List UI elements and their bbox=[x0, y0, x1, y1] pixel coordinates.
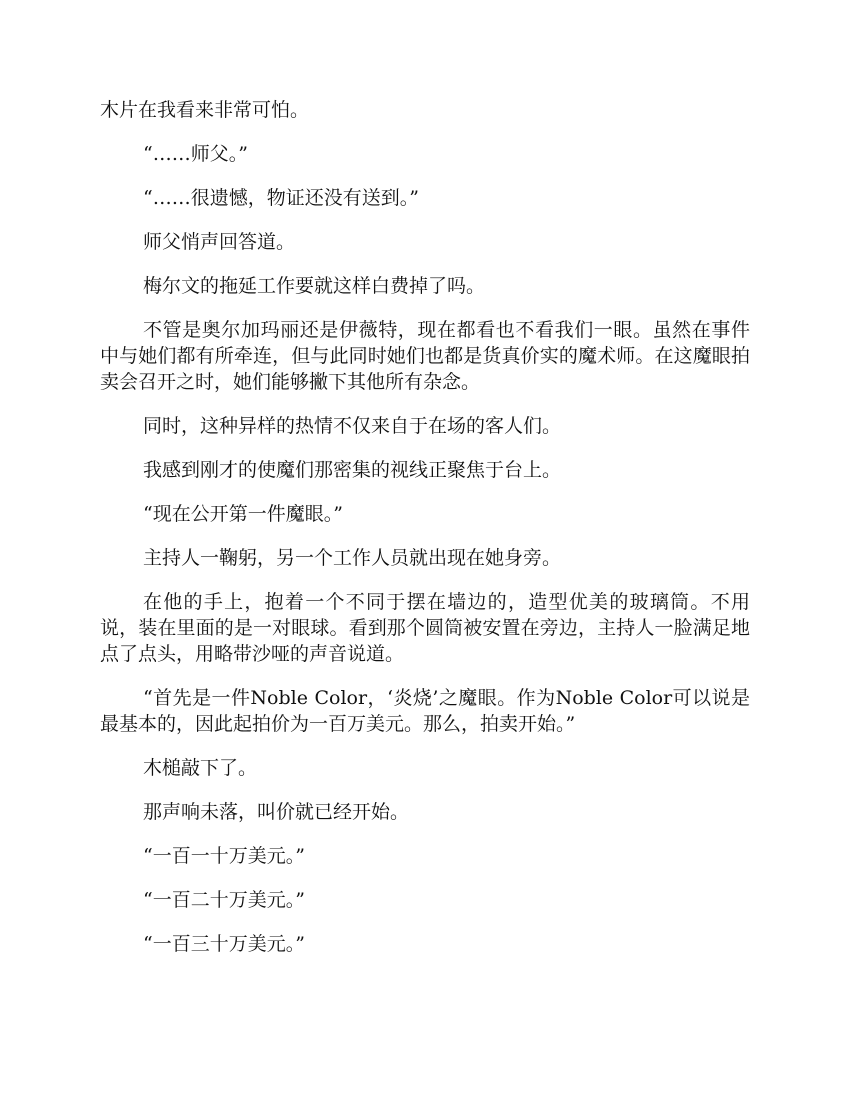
paragraph: “首先是一件Noble Color，‘炎烧’之魔眼。作为Noble Color可以说是最基本的，因此起拍价为一百万美元。那么，拍卖开始。” bbox=[100, 687, 750, 735]
paragraph: “……很遗憾，物证还没有送到。” bbox=[143, 187, 419, 209]
paragraph: “……师父。” bbox=[143, 143, 248, 165]
paragraph: 同时，这种异样的热情不仅来自于在场的客人们。 bbox=[143, 415, 562, 437]
paragraph: 木槌敲下了。 bbox=[143, 757, 258, 779]
paragraph: 师父悄声回答道。 bbox=[143, 231, 296, 253]
paragraph: “一百三十万美元。” bbox=[143, 933, 305, 955]
paragraph: “一百二十万美元。” bbox=[143, 889, 305, 911]
paragraph: “现在公开第一件魔眼。” bbox=[143, 503, 343, 525]
paragraph: 主持人一鞠躬，另一个工作人员就出现在她身旁。 bbox=[143, 547, 562, 569]
paragraph: 那声响未落，叫价就已经开始。 bbox=[143, 801, 410, 823]
paragraph: “一百一十万美元。” bbox=[143, 845, 305, 867]
paragraph: 在他的手上，抱着一个不同于摆在墙边的，造型优美的玻璃筒。不用说，装在里面的是一对眼球。看到那个圆筒被安置在旁边，主持人一脸满足地点了点头，用略带沙哑的声音说道。 bbox=[100, 591, 750, 665]
paragraph: 我感到刚才的使魔们那密集的视线正聚焦于台上。 bbox=[143, 459, 562, 481]
document-page bbox=[100, 97, 750, 975]
paragraph: 梅尔文的拖延工作要就这样白费掉了吗。 bbox=[143, 275, 486, 297]
paragraph: 木片在我看来非常可怕。 bbox=[100, 99, 310, 121]
paragraph: 不管是奥尔加玛丽还是伊薇特，现在都看也不看我们一眼。虽然在事件中与她们都有所牵连，但与此同时她们也都是货真价实的魔术师。在这魔眼拍卖会召开之时，她们能够撇下其他所有杂念。 bbox=[100, 319, 750, 393]
